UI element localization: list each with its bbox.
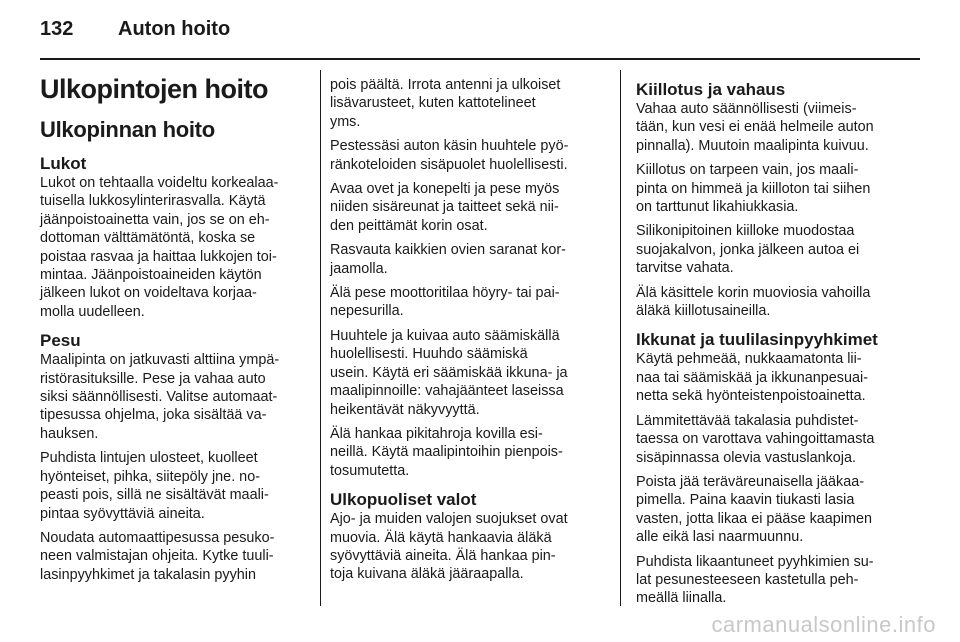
subsection-title: Ulkopinnan hoito [40,117,215,142]
paragraph: Avaa ovet ja konepelti ja pese myös niiden sisäreunat ja taitteet sekä nii- den peittämät korin osat. [330,181,560,234]
column-divider-1 [320,70,321,606]
paragraph: Käytä pehmeää, nukkaamatonta lii- naa tai säämiskää ja ikkunanpesuai- netta sekä hyönteistenpoistoainetta. [636,351,868,405]
header-rule [40,58,920,60]
heading-ulkopuoliset-valot: Ulkopuoliset valot [330,490,477,510]
paragraph: Älä pese moottoritilaa höyry- tai pai- nepesurilla. [330,285,560,320]
column-3 [636,80,902,614]
watermark: carmanualsonline.info [711,612,936,637]
paragraph: Puhdista lintujen ulosteet, kuolleet hyönteiset, pihka, siitepöly jne. no- peasti pois, sillä ne sisältävät maali- pintaa syövyttäviä aineita. [40,450,269,522]
paragraph: Rasvauta kaikkien ovien saranat kor- jaamolla. [330,242,566,277]
heading-kiillotus: Kiillotus ja vahaus [636,80,786,99]
column-2 [330,76,596,590]
paragraph: Lukot on tehtaalla voideltu korkealaa- tuisella lukkosylinterirasvalla. Käytä jäänpoistoainetta vain, jos se on eh- dottoman välttämätöntä, koska se poistaa rasvaa ja haittaa lukkojen toi- mintaa. Jäänpoistoaineiden käytön jälkeen lukot on voideltava korjaa- molla uudelleen. [40,175,279,320]
paragraph: pois päältä. Irrota antenni ja ulkoiset lisävarusteet, kuten kattotelineet yms. [330,77,561,130]
paragraph: Huuhtele ja kuivaa auto säämiskällä huolellisesti. Huuhdo säämiskä usein. Käytä eri säämiskää ikkuna- ja maalipinnoille: vahajäänteet laseissa heikentävät näkyvyyttä. [330,327,568,418]
column-1 [40,72,306,590]
page-header [40,18,920,48]
paragraph: Puhdista likaantuneet pyyhkimien su- lat pesunesteeseen kastetulla peh- meällä liinalla. [636,553,874,607]
paragraph: Älä hankaa pikitahroja kovilla esi- neillä. Käytä maalipintoihin pienpois- tosumutetta. [330,425,563,479]
chapter-title: Auton hoito [118,18,231,40]
heading-ikkunat: Ikkunat ja tuulilasinpyyhkimet [636,330,878,350]
column-divider-2 [620,70,621,606]
page-number: 132 [40,18,74,40]
paragraph: Vahaa auto säännöllisesti (viimeis- tään, kun vesi ei enää helmeile auton pinnalla). Muutoin maalipinta kuivuu. [636,101,874,154]
heading-lukot: Lukot [40,154,87,173]
paragraph: Maalipinta on jatkuvasti alttiina ympä- ristörasituksille. Pese ja vahaa auto siksi säännöllisesti. Valitse automaat- tipesussa ohjelma, joka sisältää va- hauksen. [40,352,280,442]
paragraph: Älä käsittele korin muoviosia vahoilla äläkä kiillotusaineilla. [636,284,871,320]
paragraph: Noudata automaattipesussa pesuko- neen valmistajan ohjeita. Kytke tuuli- lasinpyyhkimet ja takalasin pyyhin [40,529,275,583]
section-title: Ulkopintojen hoito [40,74,268,104]
paragraph: Kiillotus on tarpeen vain, jos maali- pinta on himmeä ja kiilloton tai siihen on tarttunut likahiukkasia. [636,162,871,216]
paragraph: Poista jää teräväreunaisella jääkaa- pimella. Paina kaavin tiukasti lasia vasten, jotta likaa ei pääse kaapimen alle eikä lasi naarmuunnu. [636,473,872,546]
paragraph: Silikonipitoinen kiilloke muodostaa suojakalvon, jonka jälkeen autoa ei tarvitse vahata. [636,223,860,277]
heading-pesu: Pesu [40,331,81,351]
paragraph: Pestessäsi auton käsin huuhtele pyö- ränkoteloiden sisäpuolet huolellisesti. [330,138,569,173]
paragraph: Lämmitettävää takalasia puhdistet- taessa on varottava vahingoittamasta sisäpinnassa olevia vastuslankoja. [636,412,875,466]
paragraph: Ajo- ja muiden valojen suojukset ovat muovia. Älä käytä hankaavia äläkä syövyttäviä aineita. Älä hankaa pin- toja kuivana äläkä jääraapalla. [330,511,568,583]
